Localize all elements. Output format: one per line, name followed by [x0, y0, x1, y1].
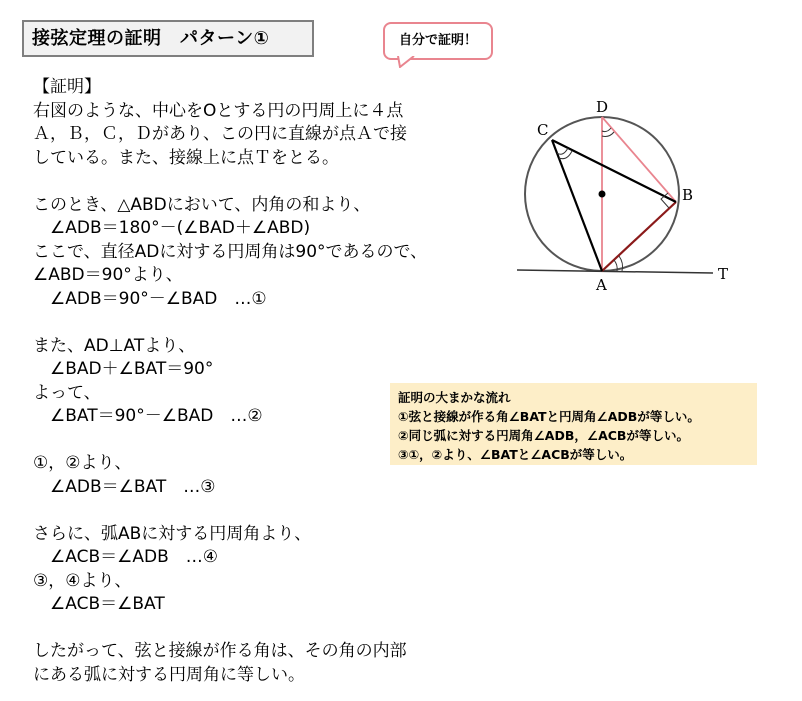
summary-lines — [398, 407, 749, 464]
speech-bubble: 自分で証明！ — [383, 22, 493, 60]
label-B: B — [682, 186, 694, 204]
label-T: T — [718, 265, 729, 283]
proof-line: また、AD⊥ATより、 — [33, 335, 196, 356]
chord-CA — [552, 140, 602, 271]
proof-line: ∠ACB＝∠BAT — [33, 594, 165, 614]
circle-figure — [510, 92, 770, 297]
label-A: A — [596, 276, 607, 294]
angle-mark-D — [602, 128, 611, 132]
speech-bubble-tail — [397, 56, 417, 68]
proof-blank-line — [33, 617, 473, 641]
proof-blank-line — [33, 311, 473, 335]
proof-line: よって、 — [33, 382, 101, 403]
proof-line: にある弧に対する円周角に等しい。 — [33, 664, 305, 685]
summary-line: ①弦と接線が作る角∠BATと円周角∠ADBが等しい。 — [398, 409, 700, 424]
proof-blank-line — [33, 170, 473, 194]
chord-CB — [552, 140, 676, 202]
proof-line: さらに、弧ABに対する円周角より、 — [33, 523, 312, 544]
proof-text — [33, 76, 473, 687]
proof-line: ①，②より、 — [33, 453, 132, 473]
proof-line: ∠ADB＝∠BAT …③ — [33, 476, 216, 497]
proof-line: している。また、接線上に点Ｔをとる。 — [33, 147, 339, 168]
proof-line: ∠BAD＋∠BAT＝90° — [33, 359, 214, 379]
proof-line: ∠ADB＝180°－(∠BAD＋∠ABD) — [33, 218, 311, 238]
summary-box — [390, 383, 757, 465]
proof-line: ∠BAT＝90°－∠BAD …② — [33, 406, 263, 426]
proof-line: 右図のような、中心をOとする円の円周上に４点 — [33, 100, 404, 121]
proof-blank-line — [33, 499, 473, 523]
angle-mark-D2 — [602, 132, 614, 137]
proof-line: このとき、△ABDにおいて、内角の和より、 — [33, 194, 371, 215]
page-title: 接弦定理の証明 パターン① — [22, 20, 314, 57]
label-C: C — [537, 121, 549, 139]
chord-DB — [602, 117, 676, 202]
angle-mark-C — [557, 148, 568, 154]
proof-line: Ａ，Ｂ，Ｃ，Ｄがあり、この円に直線が点Ａで接 — [33, 124, 407, 144]
proof-line: ∠ADB＝90°－∠BAD …① — [33, 288, 267, 309]
proof-line: ∠ABD＝90°より、 — [33, 265, 183, 285]
proof-line: ここで、直径ADに対する円周角は90°であるので、 — [33, 241, 428, 262]
proof-line: ③，④より、 — [33, 570, 132, 591]
label-D: D — [596, 98, 609, 116]
summary-line: ②同じ弧に対する円周角∠ADB，∠ACBが等しい。 — [398, 428, 689, 443]
summary-line: ③①，②より、∠BATと∠ACBが等しい。 — [398, 447, 633, 462]
center-point — [599, 191, 606, 198]
proof-line: ∠ACB＝∠ADB …④ — [33, 547, 218, 567]
summary-heading: 証明の大まかな流れ — [398, 390, 511, 405]
proof-heading: 【証明】 — [33, 77, 101, 97]
proof-line: したがって、弦と接線が作る角は、その角の内部 — [33, 641, 407, 661]
